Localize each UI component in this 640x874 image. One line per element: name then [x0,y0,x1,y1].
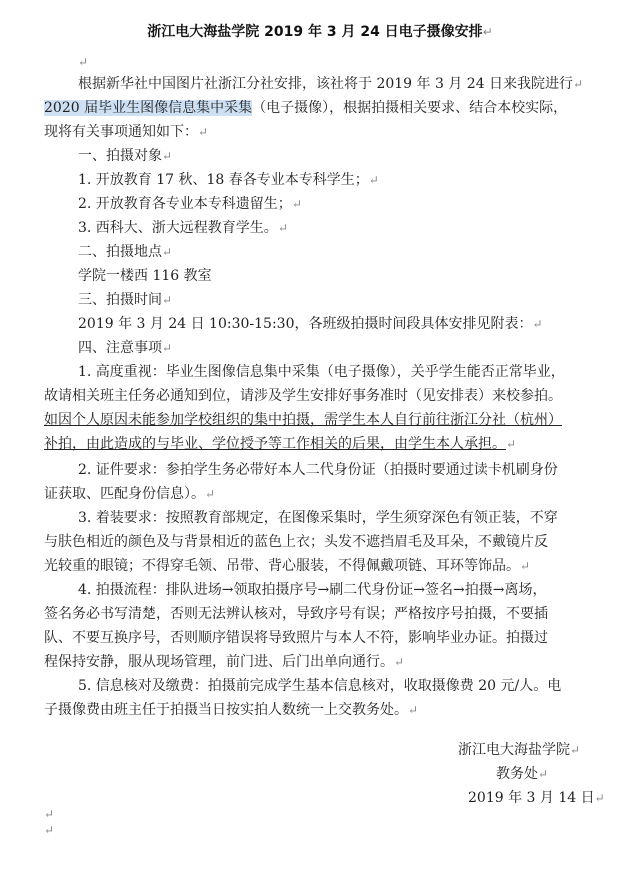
time-text: 2019 年 3 月 24 日 10:30-15:30，各班级拍摄时间段具体安排见附表：↵ [78,316,543,332]
subject-item-2: 2. 开放教育各专业本专科遗留生；↵ [78,196,302,212]
note-4-line-4: 程保持安静，服从现场管理，前门进、后门出单向通行。↵ [44,654,405,670]
intro-line-3: 现将有关事项通知如下：↵ [44,124,209,140]
highlighted-text[interactable]: 2020 届毕业生图像信息集中采集 [44,100,253,116]
note-1-line-2: 故请相关班主任务必通知到位，请涉及学生安排好事务准时（见安排表）来校参拍。 [44,388,562,404]
note-5-line-1: 5. 信息核对及缴费：拍摄前完成学生基本信息核对，收取摄像费 20 元/人。电 [78,678,562,694]
empty-paragraph-mark: ↵ [78,55,89,69]
signature-date: 2019 年 3 月 14 日↵ [468,790,605,806]
note-2-line-1: 2. 证件要求：参拍学生务必带好本人二代身份证（拍摄时要通过读卡机刷身份 [78,462,558,478]
note-3-line-3: 光较重的眼镜；不得穿毛领、吊带、背心服装，不得佩戴项链、耳环等饰品。↵ [44,558,531,574]
intro-line-1: 根据新华社中国图片社浙江分社安排，该社将于 2019 年 3 月 24 日来我院进行↵ [78,76,584,92]
intro-line-2: 2020 届毕业生图像信息集中采集（电子摄像），根据拍摄相关要求、结合本校实际， [44,100,568,116]
empty-paragraph-mark: ↵ [44,823,55,837]
note-3-line-1: 3. 着装要求：按照教育部规定，在图像采集时，学生须穿深色有领正装，不穿 [78,510,558,526]
note-4-line-2: 签名务必书写清楚，否则无法辨认核对，导致序号有误；严格按序号拍摄，不要插 [44,606,548,622]
note-1-line-3: 如因个人原因未能参加学校组织的集中拍摄，需学生本人自行前往浙江分社（杭州） [44,412,562,428]
note-2-line-2: 证获取、匹配身份信息）。↵ [44,486,216,502]
section-heading-subjects: 一、拍摄对象↵ [78,148,173,164]
subject-item-3: 3. 西科大、浙大远程教育学生。↵ [78,220,288,236]
note-1-line-4: 补拍，由此造成的与毕业、学位授予等工作相关的后果，由学生本人承担。↵ [44,436,517,452]
section-heading-location: 二、拍摄地点↵ [78,244,173,260]
signature-dept: 教务处↵ [496,766,549,782]
signature-org: 浙江电大海盐学院↵ [458,742,581,758]
empty-paragraph-mark: ↵ [44,807,55,821]
note-1-line-1: 1. 高度重视：毕业生图像信息集中采集（电子摄像），关乎学生能否正常毕业， [78,364,565,380]
location-text: 学院一楼西 116 教室 [78,268,212,284]
document-title: 浙江电大海盐学院 2019 年 3 月 24 日电子摄像安排↵ [147,24,493,40]
section-heading-time: 三、拍摄时间↵ [78,292,173,308]
note-3-line-2: 与肤色相近的颜色及与背景相近的蓝色上衣；头发不遮挡眉毛及耳朵，不戴镜片反 [44,534,548,550]
subject-item-1: 1. 开放教育 17 秋、18 春各专业本专科学生；↵ [78,172,379,188]
note-4-line-3: 队、不要互换序号，否则顺序错误将导致照片与本人不符，影响毕业办证。拍摄过 [44,630,548,646]
note-5-line-2: 子摄像费由班主任于拍摄当日按实拍人数统一上交教务处。↵ [44,702,419,718]
note-4-line-1: 4. 拍摄流程：排队进场→领取拍摄序号→刷二代身份证→签名→拍摄→离场， [78,582,547,598]
section-heading-notes: 四、注意事项↵ [78,340,173,356]
